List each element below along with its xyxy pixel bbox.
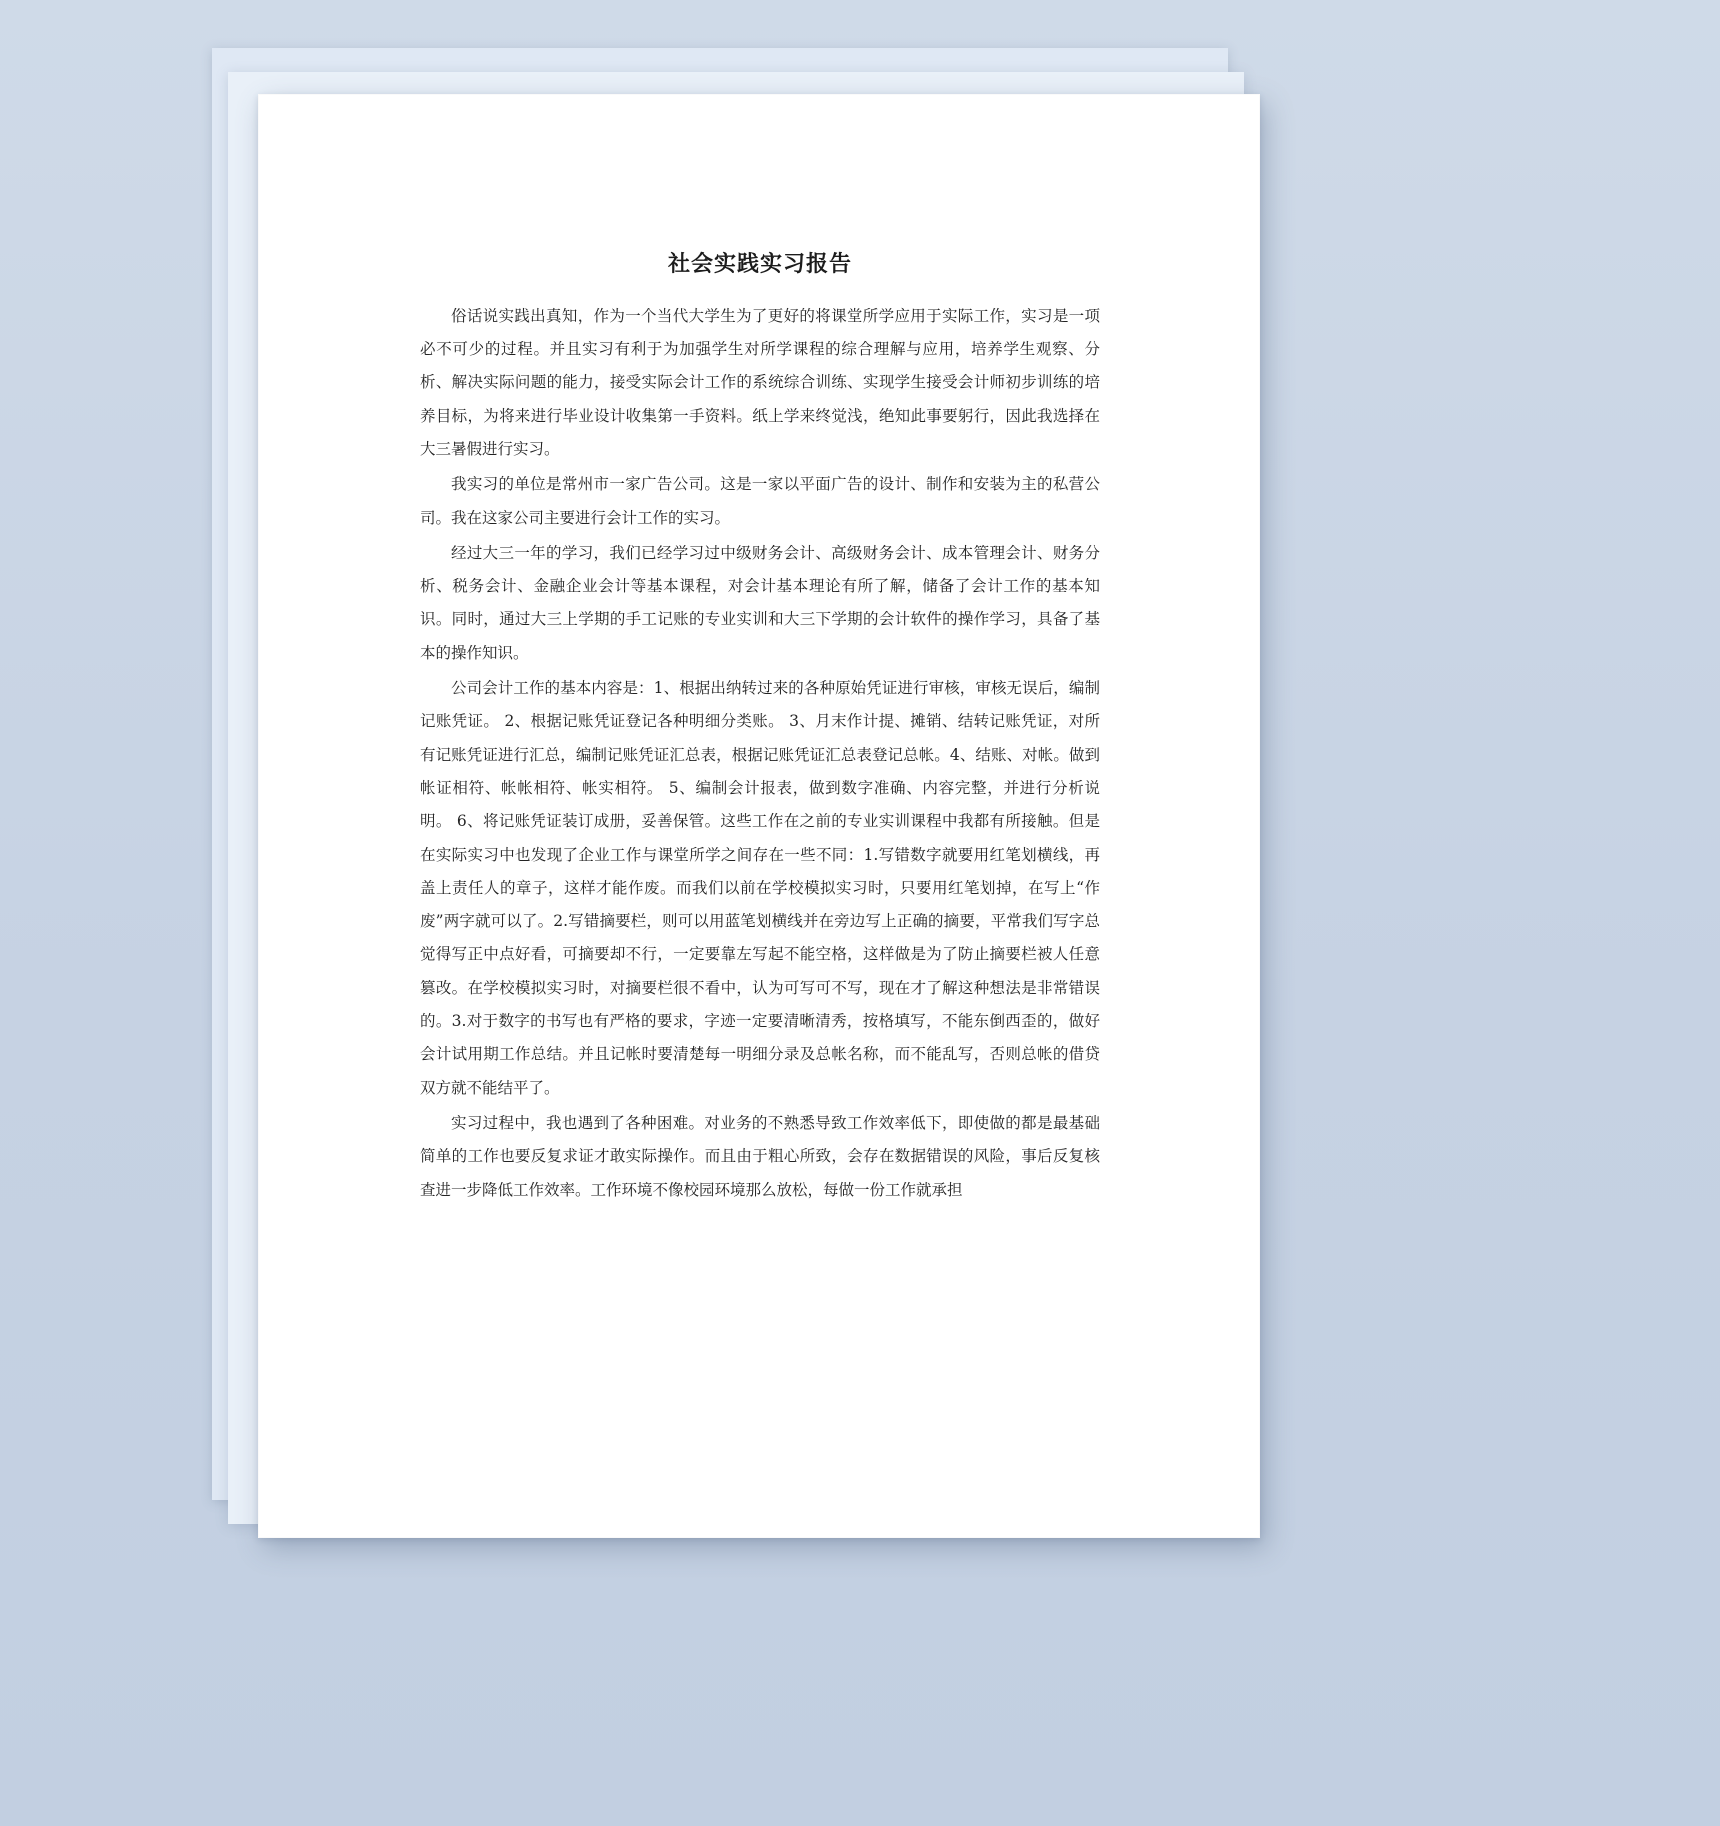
paragraph-2: 我实习的单位是常州市一家广告公司。这是一家以平面广告的设计、制作和安装为主的私营公司。我在这家公司主要进行会计工作的实习。 <box>420 475 1100 527</box>
paragraph-3: 经过大三一年的学习，我们已经学习过中级财务会计、高级财务会计、成本管理会计、财务分析、税务会计、金融企业会计等基本课程，对会计基本理论有所了解，储备了会计工作的基本知识。同时，通过大三上学期的手工记账的专业实训和大三下学期的会计软件的操作学习，具备了基本的操作知识。 <box>420 543 1100 662</box>
page-title: 社会实践实习报告 <box>667 251 852 277</box>
paragraph-5: 实习过程中，我也遇到了各种困难。对业务的不熟悉导致工作效率低下，即使做的都是最基础简单的工作也要反复求证才敢实际操作。而且由于粗心所致，会存在数据错误的风险，事后反复核查进一步降低工作效率。工作环境不像校园环境那么放松，每做一份工作就承担 <box>420 1113 1100 1199</box>
paragraph-1: 俗话说实践出真知，作为一个当代大学生为了更好的将课堂所学应用于实际工作，实习是一项必不可少的过程。并且实习有利于为加强学生对所学课程的综合理解与应用，培养学生观察、分析、解决实际问题的能力，接受实际会计工作的系统综合训练、实现学生接受会计师初步训练的培养目标，为将来进行毕业设计收集第一手资料。纸上学来终觉浅，绝知此事要躬行，因此我选择在大三暑假进行实习。 <box>420 306 1100 458</box>
paragraph-4: 公司会计工作的基本内容是：1、根据出纳转过来的各种原始凭证进行审核，审核无误后，编制记账凭证。 2、根据记账凭证登记各种明细分类账。 3、月末作计提、摊销、结转记账凭证，对所有记账凭证进行汇总，编制记账凭证汇总表，根据记账凭证汇总表登记总帐。4、结账、对帐。做到帐证相符、帐帐相符、帐实相符。 5、编制会计报表，做到数字准确、内容完整，并进行分析说明。 6、将记账凭证装订成册，妥善保管。这些工作在之前的专业实训课程中我都有所接触。但是在实际实习中也发现了企业工作与课堂所学之间存在一些不同：1.写错数字就要用红笔划横线，再盖上责任人的章子，这样才能作废。而我们以前在学校模拟实习时，只要用红笔划掉，在写上“作废”两字就可以了。2.写错摘要栏，则可以用蓝笔划横线并在旁边写上正确的摘要，平常我们写字总觉得写正中点好看，可摘要却不行，一定要靠左写起不能空格，这样做是为了防止摘要栏被人任意篡改。在学校模拟实习时，对摘要栏很不看中，认为可写可不写，现在才了解这种想法是非常错误的。3.对于数字的书写也有严格的要求，字迹一定要清晰清秀，按格填写，不能东倒西歪的，做好会计试用期工作总结。并且记帐时要清楚每一明细分录及总帐名称，而不能乱写，否则总帐的借贷双方就不能结平了。 <box>420 679 1100 1097</box>
document-page <box>258 94 1260 1538</box>
document-body <box>420 249 1100 1209</box>
